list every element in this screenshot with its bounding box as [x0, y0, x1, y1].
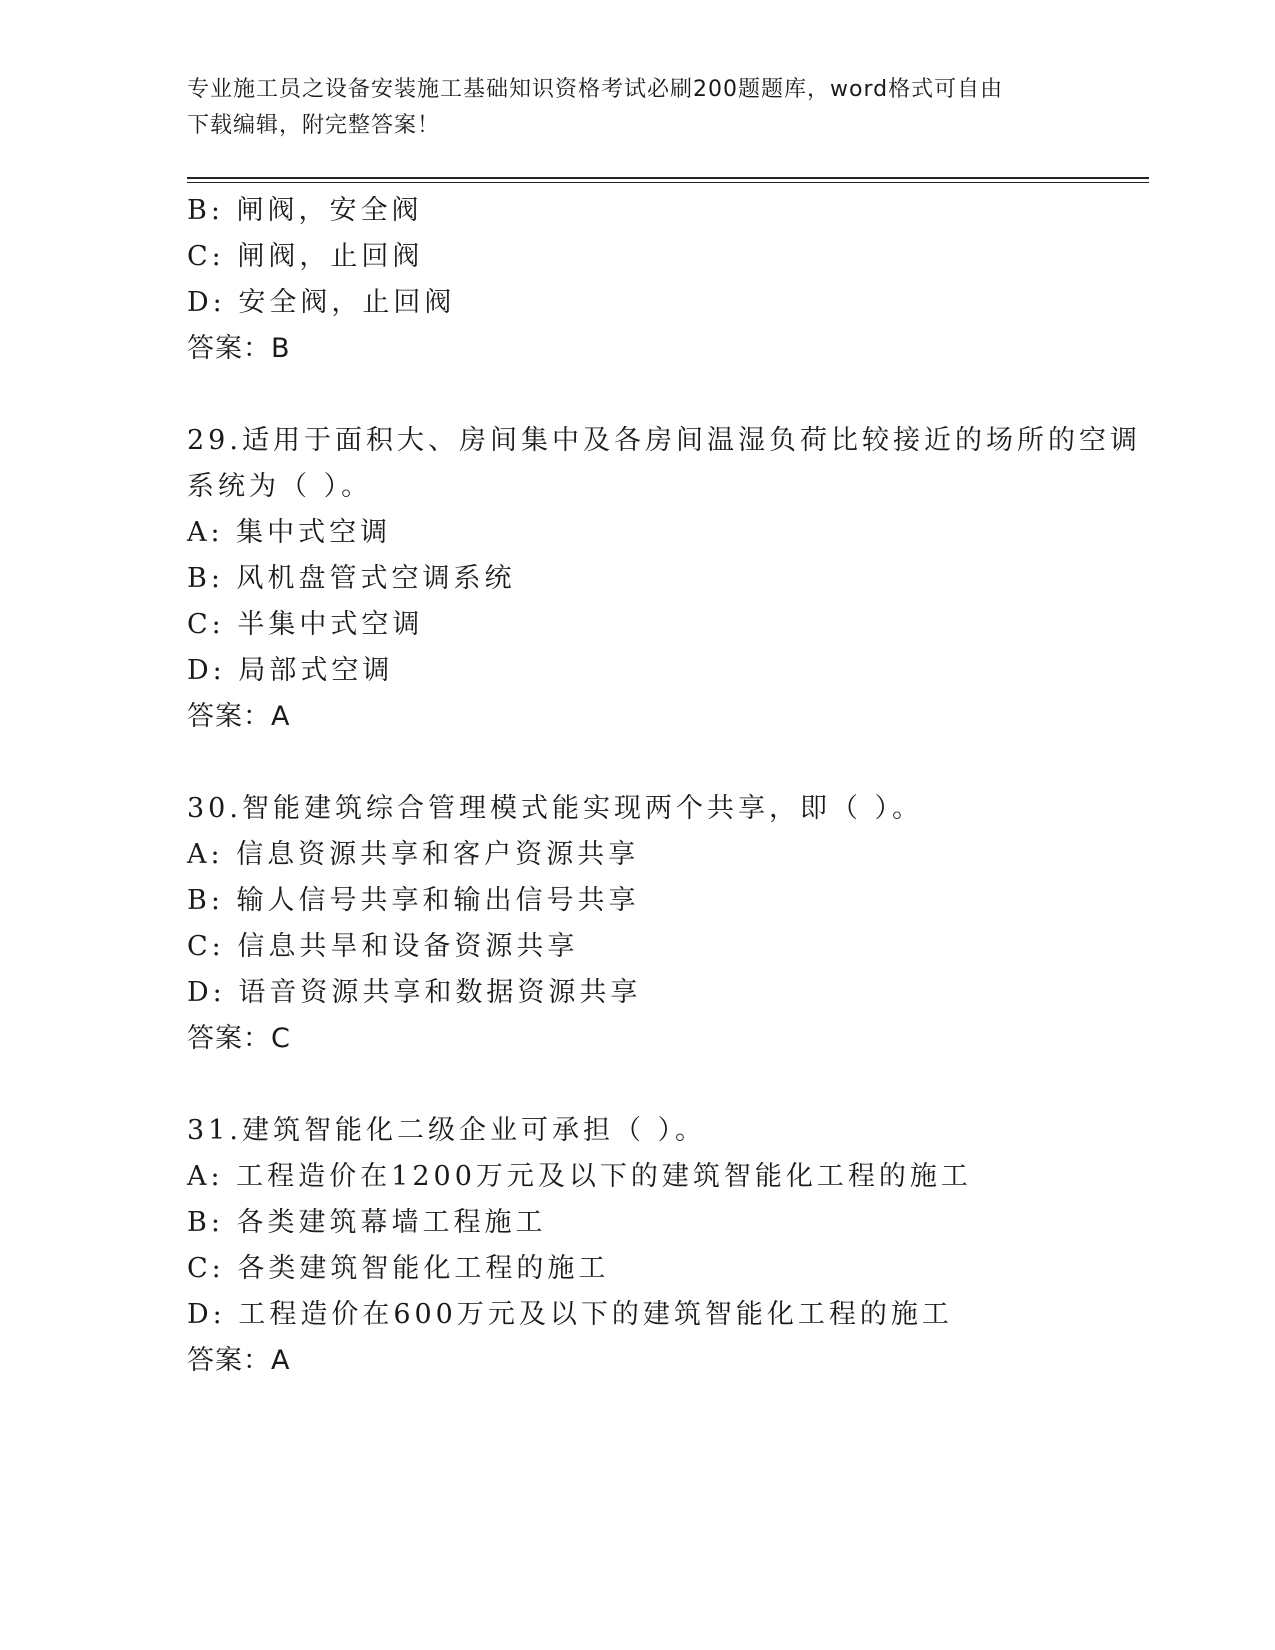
- spacer: [187, 740, 1149, 786]
- answer: 答案：C: [187, 1023, 291, 1054]
- option-c: C: 闸阀，止回阀: [187, 241, 424, 272]
- option-b: B: 各类建筑幕墙工程施工: [187, 1207, 547, 1238]
- option-d: D: 工程造价在600万元及以下的建筑智能化工程的施工: [187, 1299, 953, 1330]
- option-a: A: 信息资源共享和客户资源共享: [187, 839, 640, 870]
- option-b: B: 风机盘管式空调系统: [187, 563, 516, 594]
- answer: 答案：A: [187, 701, 291, 732]
- spacer: [187, 372, 1149, 418]
- option-a: A: 工程造价在1200万元及以下的建筑智能化工程的施工: [187, 1161, 972, 1192]
- option-c: C: 各类建筑智能化工程的施工: [187, 1253, 610, 1284]
- option-c: C: 信息共旱和设备资源共享: [187, 931, 579, 962]
- option-b: B: 输人信号共享和输出信号共享: [187, 885, 640, 916]
- question-stem: 29.适用于面积大、房间集中及各房间温湿负荷比较接近的场所的空调: [187, 425, 1141, 456]
- option-d: D: 语音资源共享和数据资源共享: [187, 977, 642, 1008]
- answer: 答案：A: [187, 1345, 291, 1376]
- option-d: D: 安全阀，止回阀: [187, 287, 456, 318]
- header-line-2: 下载编辑，附完整答案！: [187, 113, 441, 138]
- option-c: C: 半集中式空调: [187, 609, 424, 640]
- question-29: [187, 418, 1149, 740]
- question-stem: 30.智能建筑综合管理模式能实现两个共享，即（ ）。: [187, 793, 924, 824]
- question-stem-continued: 系统为（ ）。: [187, 471, 373, 502]
- question-31: [187, 1108, 1149, 1384]
- spacer: [187, 1062, 1149, 1108]
- question-list: [187, 188, 1149, 1384]
- option-b: B: 闸阀，安全阀: [187, 195, 423, 226]
- question-stem: 31.建筑智能化二级企业可承担（ ）。: [187, 1115, 707, 1146]
- header-line-1: 专业施工员之设备安装施工基础知识资格考试必刷200题题库，word格式可自由: [187, 77, 1004, 102]
- header-divider-thin: [187, 182, 1149, 183]
- document-header: [187, 72, 1087, 144]
- header-divider-thick: [187, 177, 1149, 179]
- question-30: [187, 786, 1149, 1062]
- answer: 答案：B: [187, 333, 291, 364]
- option-a: A: 集中式空调: [187, 517, 392, 548]
- question-28-continued: [187, 188, 1149, 372]
- option-d: D: 局部式空调: [187, 655, 394, 686]
